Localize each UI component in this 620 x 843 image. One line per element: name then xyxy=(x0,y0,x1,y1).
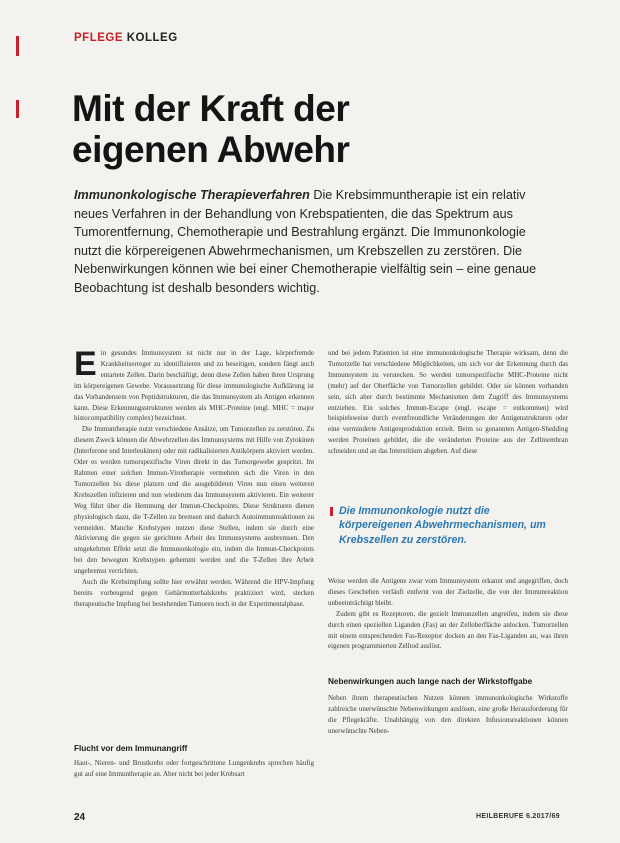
kicker-kolleg: KOLLEG xyxy=(126,32,178,44)
body-paragraph xyxy=(74,348,314,424)
body-paragraph: Haut-, Nieren- und Brustkrebs oder fortgeschrittene Lungenkrebs sprechen häufig gut auf eine Immuntherapie an. Aber nicht bei jeder Krebsart xyxy=(74,759,314,778)
pull-quote xyxy=(330,504,566,556)
section-kicker xyxy=(74,32,178,44)
lead-text: Die Krebsimmuntherapie ist ein relativ neues Verfahren in der Behandlung von Krebspatienten, die das Spektrum aus Tumorentfernung, Chemotherapie und Bestrahlung ergänzt. Die Immunonkologie nutzt die körpereigenen Abwehrmechanismen, um Krebszellen zu zerstören. Die Nebenwirkungen können wie bei einer Chemotherapie vielfältig sein – eine genaue Beobachtung ist deshalb besonders wichtig. xyxy=(74,188,537,295)
body-paragraph: Die Immuntherapie nutzt verschiedene Ansätze, um Tumorzellen zu zerstören. Zu diesem Zweck können die Abwehrzellen des Immunsystems mit Hilfe von Zytokinen (Interferone und Interleukinen) oder mit radikalisierten Antikörpern aktiviert werden. Oder es werden tumorspezifische Viren direkt in das Tumorgewebe gespritzt. Im Rahmen einer solchen Immun-Virotherapie vermehren sich die Viren in den Tumorzellen bis diese platzen und die ausgebildeten Viren nun einen weiteren Krebszellen infizieren und nun wiederum das Immunsystem aktivieren. Ein weiterer Weg führt über die Hemmung der Immun-Checkpoints. Diese Strukturen dienen physiologisch dazu, die T-Zellen zu bremsen und dadurch Autoimmunreaktionen zu vermeiden. Manche Krebstypen nutzen diese Stellen, indem sie durch eine Aktivierung die gegen sie gerichtete Arbeit des Immunsystems ausbremsen. Den umgekehrten Effekt setzt die Immunonkologie ein, indem die Immun-Checkpoints bei den bewegten Krebstypen gehemmt werden und die T-Zellen ihre Arbeit ungebremst verrichten. xyxy=(74,425,314,576)
issue-number: 6.2017/69 xyxy=(525,813,560,820)
body-column-left-bottom xyxy=(74,758,314,780)
footer-publication xyxy=(476,813,560,820)
margin-mark-top xyxy=(16,36,19,56)
article-title: Mit der Kraft der eigenen Abwehr xyxy=(72,88,350,170)
body-paragraph: und bei jedem Patienten ist eine immunonkologische Therapie wirksam, denn die Tumorzelle hat verschiedene Möglichkeiten, um sich vor der Erkennung durch das Immunsystem zu verstecken. So werden tumorspezifische MHC-Proteine nicht (mehr) auf der Oberfläche von Tumorzellen gebildet. Oder sie können vorhanden sein, sich aber durch bestimmte Mechanismen dem Zugriff des Immunsystems entziehen. Ein solches Immun-Escape (engl. escape = entkommen) wird beispielsweise durch eventfreundliche Veränderungen der Antigenstrukturen oder eine verminderte Antigenproduktion erzielt. Beim so genannten Antigen-Shedding werden Proteinen gebildet, die die veränderten Proteine aus der Zellmembran schneiden und an das Interstitium abgeben. Auf diese xyxy=(328,349,568,456)
body-column-right-middle xyxy=(328,576,568,664)
lead-label: Immunonkologische Therapieverfahren xyxy=(74,188,310,202)
body-column-right-top xyxy=(328,348,568,482)
margin-mark-bottom xyxy=(16,100,19,118)
page-number: 24 xyxy=(74,812,86,823)
body-paragraph: Weise werden die Antigene zwar vom Immunsystem erkannt und angegriffen, doch dieses Geschehen verläuft entfernt von der Zielzelle, die von der Immunreaktion unbeeinträchtigt bleibt. xyxy=(328,577,568,607)
body-column-right-bottom xyxy=(328,693,568,765)
body-paragraph: Zudem gibt es Rezeptoren, die gezielt Immunzellen angreifen, indem sie diese durch einen speziellen Liganden (Fas) an der Zelloberfläche anlocken. Tumorzellen mit einem entsprechenden Fas-Rezeptor docken an den Fas-Liganden an, was ihren eigenen programmierten Zelltod auslöst. xyxy=(328,609,568,651)
subheading-flucht: Flucht vor dem Immunangriff xyxy=(74,744,188,753)
kicker-pflege: PFLEGE xyxy=(74,32,124,44)
subheading-nebenwirkungen: Nebenwirkungen auch lange nach der Wirkstoffgabe xyxy=(328,677,533,686)
pull-quote-marker xyxy=(330,507,333,516)
body-text: in gesundes Immunsystem ist nicht nur in der Lage, körperfremde Krankheitserreger zu identifizieren und zu beseitigen, sondern fängt auch entartete Zellen. Darin beschäftigt, denn diese Zellen haben ihren Ursprung im körpereigenen Gewebe. Voraussetzung für diese immunologische Aufklärung ist das Vorhandensein von Peptidstrukturen, die das Immunsystem als Antigen erkennen kann. Diese Erkennungsstrukturen werden als MHC-Proteine (engl. MHC = major histocompatibility complex) bezeichnet. xyxy=(74,349,314,423)
magazine-name: HEILBERUFE xyxy=(476,813,524,820)
body-paragraph: Auch die Krebsimpfung sollte hier erwähnt werden. Während die HPV-Impfung bereits vorbeugend gegen Gebärmutterhalskrebs praktiziert wird, stecken therapeutische Impfung bei bestehenden Tumoren noch in der Experimentalphase. xyxy=(74,578,314,608)
body-paragraph: Neben ihrem therapeutischen Nutzen können immunonkologische Wirkstoffe zahlreiche unerwünschte Nebenwirkungen auslösen, eine große Herausforderung für die Pflegekräfte. Unabhängig von den direkten Infusionsreaktionen können unerwünschte Neben- xyxy=(328,694,568,735)
body-column-left xyxy=(74,348,314,732)
article-lead xyxy=(74,186,552,298)
pull-quote-text: Die Immunonkologie nutzt die körpereigenen Abwehrmechanismen, um Krebszellen zu zerstören. xyxy=(339,505,546,546)
drop-cap: E xyxy=(74,348,97,383)
